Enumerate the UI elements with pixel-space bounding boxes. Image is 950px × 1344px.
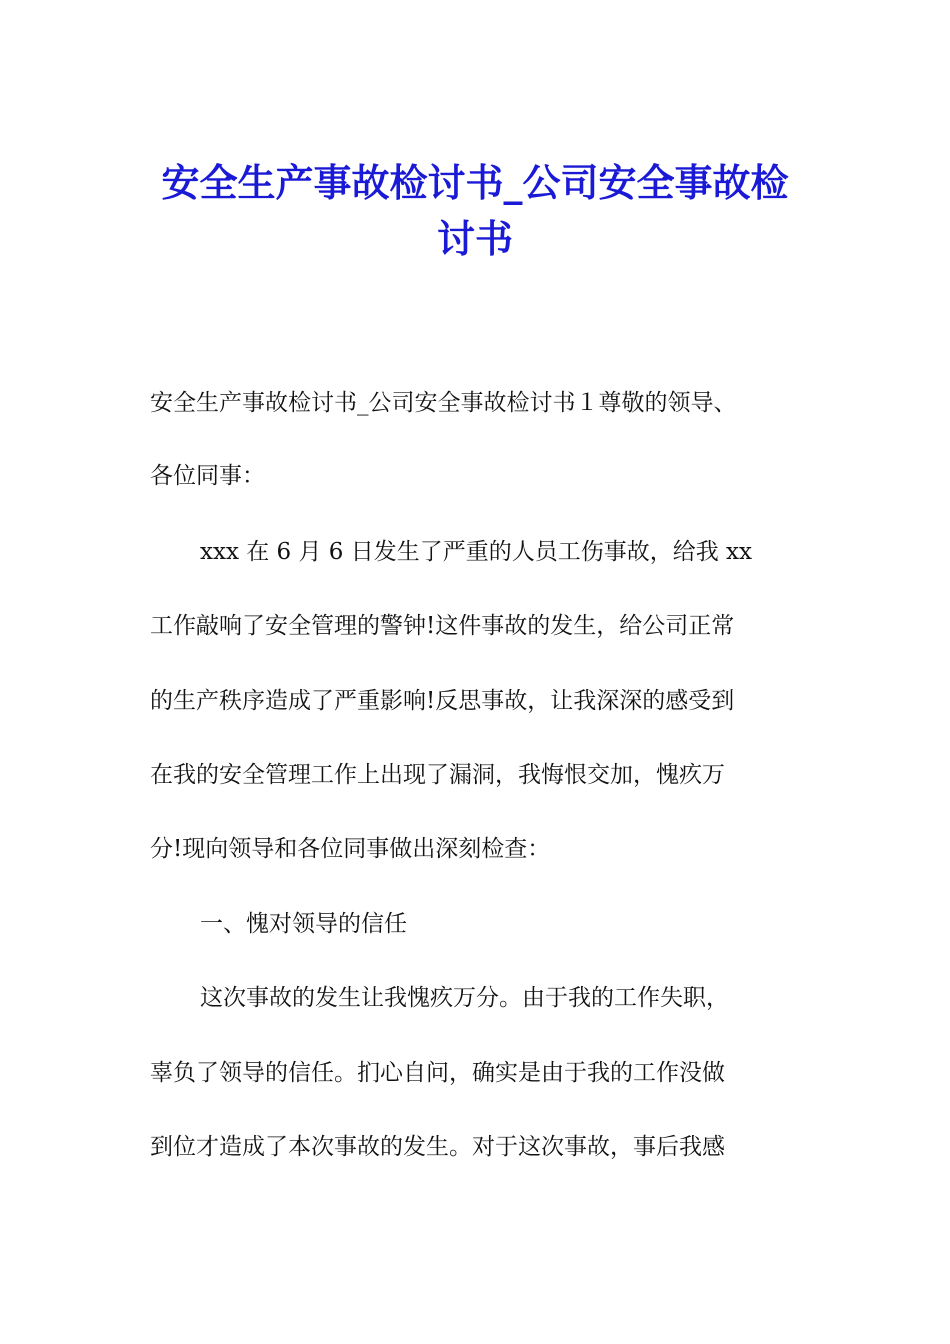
- body-line: 在我的安全管理工作上出现了漏洞，我悔恨交加，愧疚万: [150, 762, 725, 788]
- body-line: 到位才造成了本次事故的发生。对于这次事故，事后我感: [150, 1134, 725, 1160]
- body-line: 分!现向领导和各位同事做出深刻检查：: [150, 836, 551, 862]
- section-heading: 一、愧对领导的信任: [200, 911, 407, 937]
- body-line: 各位同事：: [150, 463, 265, 489]
- body-line: 这次事故的发生让我愧疚万分。由于我的工作失职，: [200, 985, 729, 1011]
- body-line: 工作敲响了安全管理的警钟!这件事故的发生，给公司正常: [150, 613, 735, 639]
- body-line: 辜负了领导的信任。扪心自问，确实是由于我的工作没做: [150, 1060, 725, 1086]
- body-line: 安全生产事故检讨书_公司安全事故检讨书１尊敬的领导、: [150, 390, 737, 416]
- body-line: xxx 在 6 月 6 日发生了严重的人员工伤事故，给我 xx: [200, 539, 752, 565]
- title-line-2: 讨书: [436, 216, 513, 261]
- document-title: [150, 155, 800, 267]
- body-line: 的生产秩序造成了严重影响!反思事故，让我深深的感受到: [150, 688, 735, 714]
- title-line-1: 安全生产事故检讨书_公司安全事故检: [161, 160, 789, 205]
